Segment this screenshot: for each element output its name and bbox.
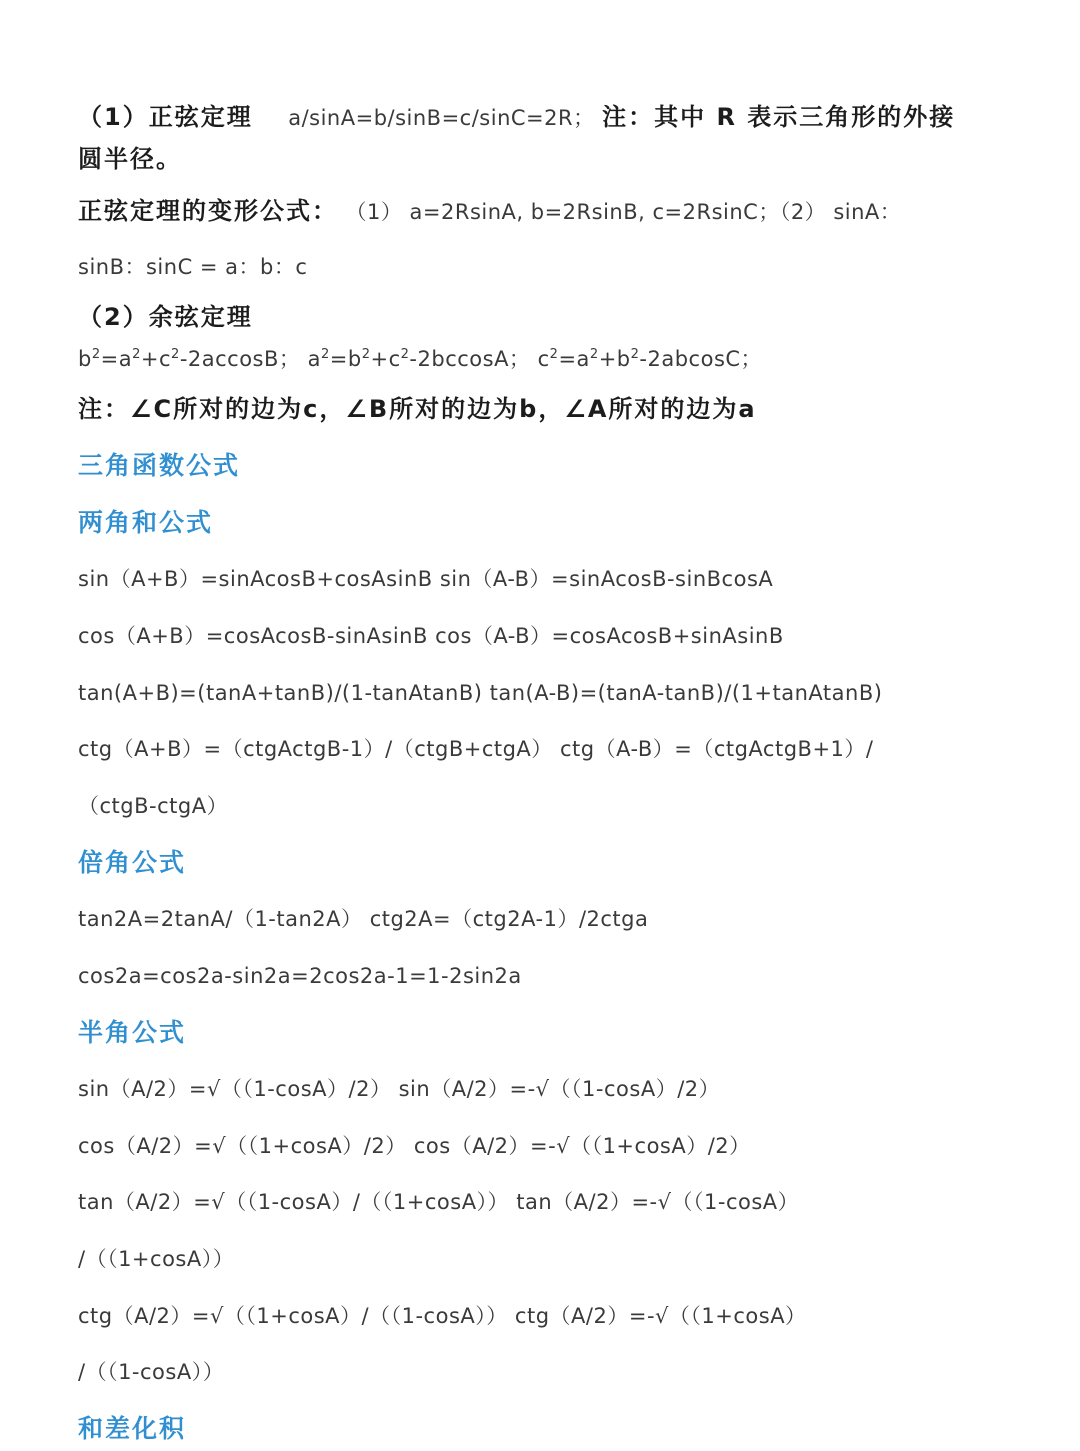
superscript: 2 <box>320 347 330 362</box>
half-formula-line: ctg（A/2）=√（（1+cosA）/（（1-cosA）） ctg（A/2）=-√（（1+cosA） <box>78 1304 807 1328</box>
sine-variant-line <box>78 196 901 228</box>
sine-law-note-cont: 圆半径。 <box>78 145 182 173</box>
section-title-double: 倍角公式 <box>78 848 187 877</box>
sum-formula-line: ctg（A+B）=（ctgActgB-1）/（ctgB+ctgA） ctg（A-B）=（ctgActgB+1）/ <box>78 737 874 761</box>
section-title-trig: 三角函数公式 <box>78 451 241 480</box>
cosine-f1-part: =a <box>100 347 133 371</box>
sum-formula-line: sin（A+B）=sinAcosB+cosAsinB sin（A-B）=sinAcosB-sinBcosA <box>78 567 774 591</box>
double-formula-line: cos2a=cos2a-sin2a=2cos2a-1=1-2sin2a <box>78 964 522 988</box>
section-title-sum: 两角和公式 <box>78 508 214 537</box>
half-formula-line: /（（1-cosA）） <box>78 1360 225 1384</box>
cosine-law-label: （2）余弦定理 <box>78 303 253 331</box>
superscript: 2 <box>549 347 559 362</box>
superscript: 2 <box>589 347 599 362</box>
sine-law-formula: a/sinA=b/sinB=c/sinC=2R； <box>288 106 595 130</box>
cosine-f3-part: =a <box>558 347 590 371</box>
cosine-law-formulas <box>78 346 762 373</box>
sine-law-note: 注：其中 R 表示三角形的外接 <box>602 103 956 131</box>
sine-variant-formula-cont: sinB：sinC = a：b：c <box>78 255 308 279</box>
superscript: 2 <box>361 347 371 362</box>
cosine-f1-part: -2accosB； <box>179 347 301 371</box>
superscript: 2 <box>630 347 640 362</box>
half-formula-line: tan（A/2）=√（（1-cosA）/（（1+cosA）） tan（A/2）=-√（（1-cosA） <box>78 1190 800 1214</box>
sine-law-line <box>78 102 955 134</box>
sine-variant-formula: （1） a=2RsinA, b=2RsinB, c=2RsinC；（2） sinA： <box>345 200 902 224</box>
superscript: 2 <box>132 347 141 362</box>
cosine-f3-part: +b <box>598 347 631 371</box>
superscript: 2 <box>171 347 180 362</box>
cosine-f3-part: c <box>537 347 550 371</box>
double-formula-line: tan2A=2tanA/（1-tan2A） ctg2A=（ctg2A-1）/2ctga <box>78 907 649 931</box>
sum-formula-line: （ctgB-ctgA） <box>78 794 229 818</box>
cosine-f3-part: -2abcosC； <box>639 347 763 371</box>
cosine-law-note: 注：∠C所对的边为c，∠B所对的边为b，∠A所对的边为a <box>78 395 757 423</box>
sine-law-label: （1）正弦定理 <box>78 103 253 131</box>
sine-variant-label: 正弦定理的变形公式： <box>78 197 338 225</box>
cosine-f1-part: +c <box>140 347 172 371</box>
cosine-f1-part: b <box>78 347 92 371</box>
superscript: 2 <box>400 347 410 362</box>
half-formula-line: sin（A/2）=√（（1-cosA）/2） sin（A/2）=-√（（1-cosA）/2） <box>78 1077 721 1101</box>
section-title-sum-to-product: 和差化积 <box>78 1414 187 1443</box>
cosine-f2-part: -2bccosA； <box>409 347 531 371</box>
cosine-f2-part: a <box>307 347 321 371</box>
sum-formula-line: tan(A+B)=(tanA+tanB)/(1-tanAtanB) tan(A-B)=(tanA-tanB)/(1+tanAtanB) <box>78 681 883 705</box>
cosine-f2-part: =b <box>329 347 362 371</box>
sum-formula-line: cos（A+B）=cosAcosB-sinAsinB cos（A-B）=cosAcosB+sinAsinB <box>78 624 784 648</box>
half-formula-line: /（（1+cosA）） <box>78 1247 235 1271</box>
superscript: 2 <box>91 347 101 362</box>
cosine-f2-part: +c <box>370 347 401 371</box>
section-title-half: 半角公式 <box>78 1018 187 1047</box>
half-formula-line: cos（A/2）=√（（1+cosA）/2） cos（A/2）=-√（（1+cosA）/2） <box>78 1134 751 1158</box>
